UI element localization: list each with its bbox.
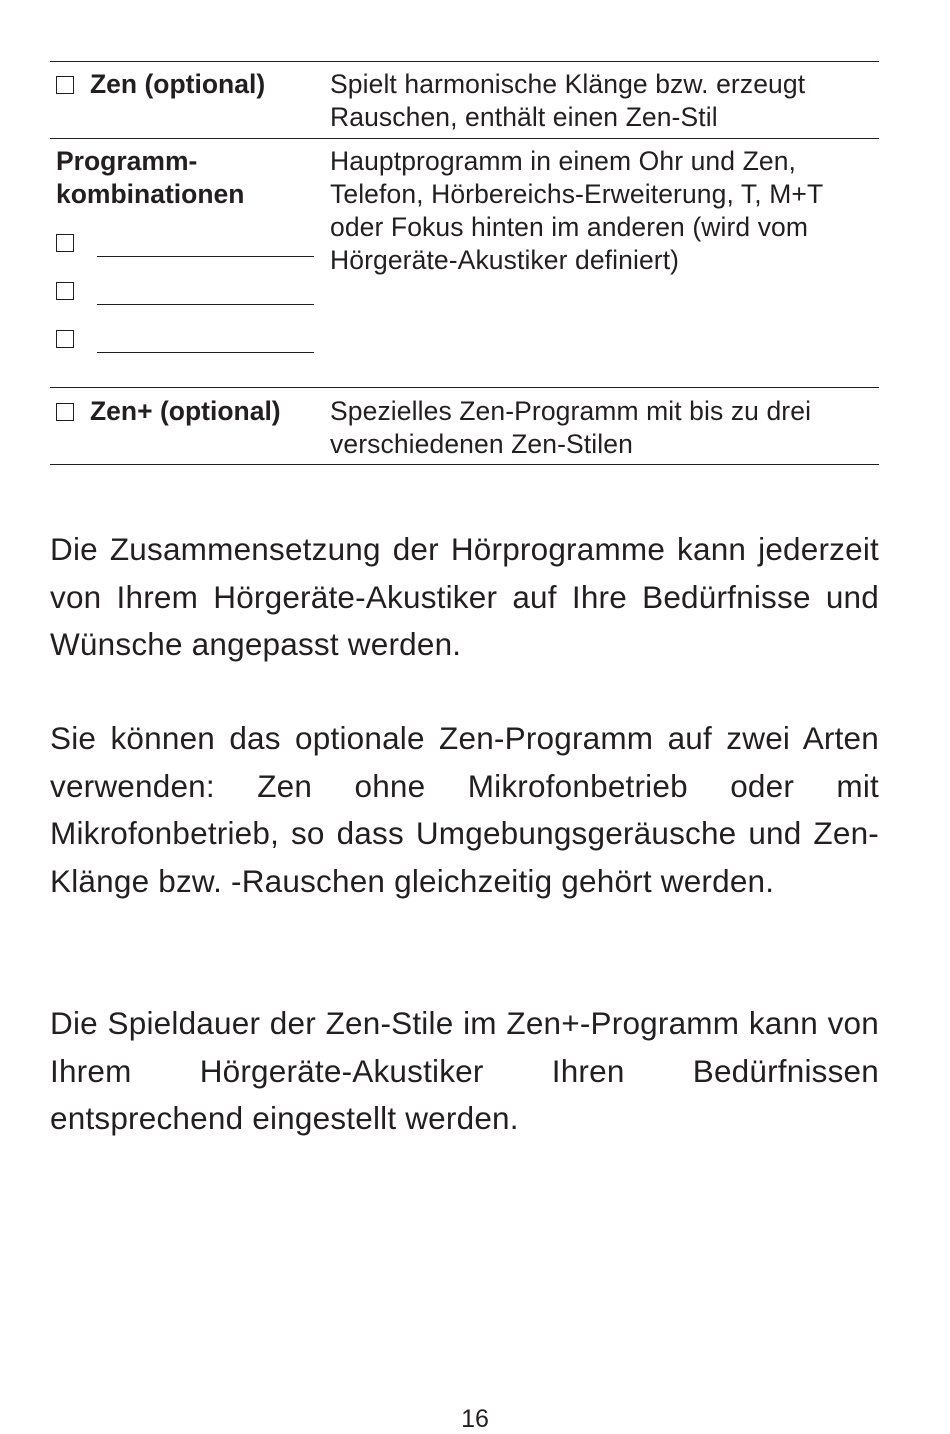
combination-blank-line-3[interactable] [97, 352, 314, 353]
checkbox-zen[interactable] [56, 76, 74, 94]
zen-plus-option-label: Zen+ (optional) [90, 396, 281, 426]
checkbox-zen-plus[interactable] [56, 403, 74, 421]
combination-entry-2 [56, 282, 316, 306]
combination-blank-line-2[interactable] [97, 304, 314, 305]
combination-entry-1 [56, 234, 316, 258]
table-rule [50, 138, 879, 139]
paragraph-zen-plus-duration: Die Spieldauer der Zen-Stile im Zen+-Programm kann von Ihrem Hörgeräte-Akustiker Ihren Bedürfnissen entsprechend eingestellt werden. [50, 1005, 879, 1136]
table-rule-bottom [50, 464, 879, 465]
page-number: 16 [461, 1405, 489, 1433]
table-rule [50, 387, 879, 388]
zen-description: Spielt harmonische Klänge bzw. erzeugt Rauschen, enthält einen Zen-Stil [330, 69, 806, 132]
checkbox-combination-1[interactable] [56, 234, 74, 252]
checkbox-combination-2[interactable] [56, 282, 74, 300]
zen-option-label: Zen (optional) [90, 69, 266, 99]
zen-option [56, 68, 265, 101]
paragraph-program-composition: Die Zusammensetzung der Hörprogramme kann jederzeit von Ihrem Hörgeräte-Akustiker auf Ihre Bedürfnisse und Wünsche angepasst werden. [50, 531, 879, 662]
combination-blank-line-1[interactable] [97, 256, 314, 257]
checkbox-combination-3[interactable] [56, 330, 74, 348]
program-combinations-description: Hauptprogramm in einem Ohr und Zen, Telefon, Hörbereichs-Erweiterung, T, M+T oder Fokus hinten im anderen (wird vom Hörgeräte-Akustiker definiert) [330, 146, 823, 275]
table-rule-top [50, 61, 879, 62]
paragraph-zen-usage: Sie können das optionale Zen-Programm auf zwei Arten verwenden: Zen ohne Mikrofonbetrieb oder mit Mikrofonbetrieb, so dass Umgebungsgeräusche und Zen-Klänge bzw. -Rauschen gleichzeitig gehört werden. [50, 720, 879, 899]
program-combinations-label-line1: Programm- [56, 146, 198, 176]
combination-entry-3 [56, 330, 316, 354]
zen-plus-option [56, 395, 281, 428]
program-combinations-cell [56, 145, 316, 360]
program-combinations-label-line2: kombinationen [56, 179, 245, 209]
zen-plus-description: Spezielles Zen-Programm mit bis zu drei verschiedenen Zen-Stilen [330, 396, 812, 459]
